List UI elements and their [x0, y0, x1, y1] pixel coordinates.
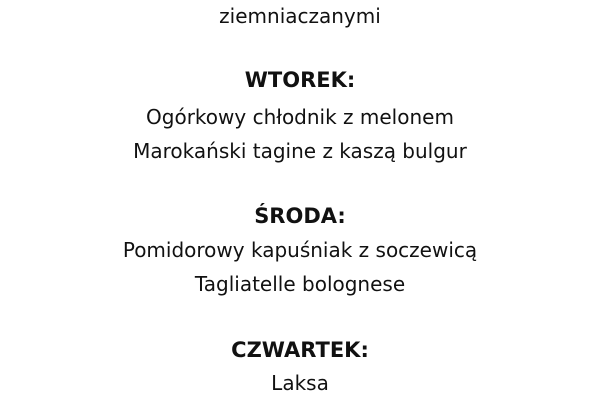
dish-tuesday-2: Marokański tagine z kaszą bulgur [133, 139, 467, 163]
day-heading-wednesday: ŚRODA: [254, 204, 346, 228]
dish-line-continued: ziemniaczanymi [219, 4, 381, 28]
day-heading-tuesday: WTOREK: [244, 68, 356, 92]
dish-wednesday-1: Pomidorowy kapuśniak z soczewicą [122, 238, 478, 262]
dish-thursday-1: Laksa [271, 371, 329, 395]
dish-wednesday-2: Tagliatelle bolognese [194, 272, 406, 296]
day-heading-thursday: CZWARTEK: [231, 338, 369, 362]
dish-tuesday-1: Ogórkowy chłodnik z melonem [146, 105, 454, 129]
